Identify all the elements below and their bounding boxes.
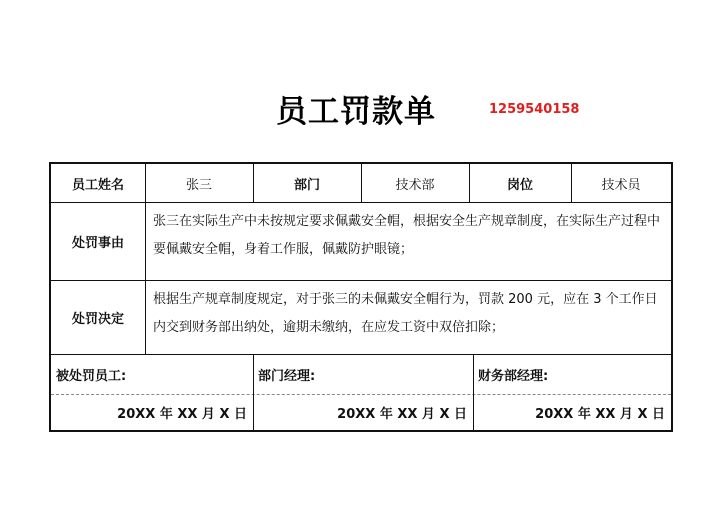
employee-name-value[interactable]: 张三 [185, 177, 212, 193]
finance-manager-signature-label: 财务部经理: [478, 368, 549, 384]
finance-manager-date[interactable]: 20XX 年 XX 月 X 日 [535, 406, 665, 422]
serial-number: 1259540158 [489, 102, 580, 117]
penalty-form-table [49, 162, 673, 432]
position-label: 岗位 [506, 177, 533, 193]
penalty-reason-text[interactable]: 张三在实际生产中未按规定要求佩戴安全帽，根据安全生产规章制度，在实际生产过程中要佩戴安全帽，身着工作服，佩戴防护眼镜； [153, 214, 661, 257]
department-manager-signature-label: 部门经理: [258, 368, 316, 384]
employee-name-label: 员工姓名 [71, 177, 124, 193]
department-value[interactable]: 技术部 [395, 177, 435, 193]
penalty-reason-label: 处罚事由 [71, 235, 124, 251]
page-title: 员工罚款单 [276, 94, 436, 130]
penalty-decision-label: 处罚决定 [71, 311, 124, 327]
penalty-decision-text[interactable]: 根据生产规章制度规定，对于张三的未佩戴安全帽行为，罚款 200 元，应在 3 个工作日内交到财务部出纳处，逾期未缴纳，在应发工资中双倍扣除； [153, 292, 658, 335]
department-manager-date[interactable]: 20XX 年 XX 月 X 日 [337, 406, 467, 422]
department-label: 部门 [293, 177, 320, 193]
penalized-employee-date[interactable]: 20XX 年 XX 月 X 日 [117, 406, 247, 422]
position-value[interactable]: 技术员 [601, 177, 641, 193]
penalized-employee-signature-label: 被处罚员工: [56, 368, 127, 384]
